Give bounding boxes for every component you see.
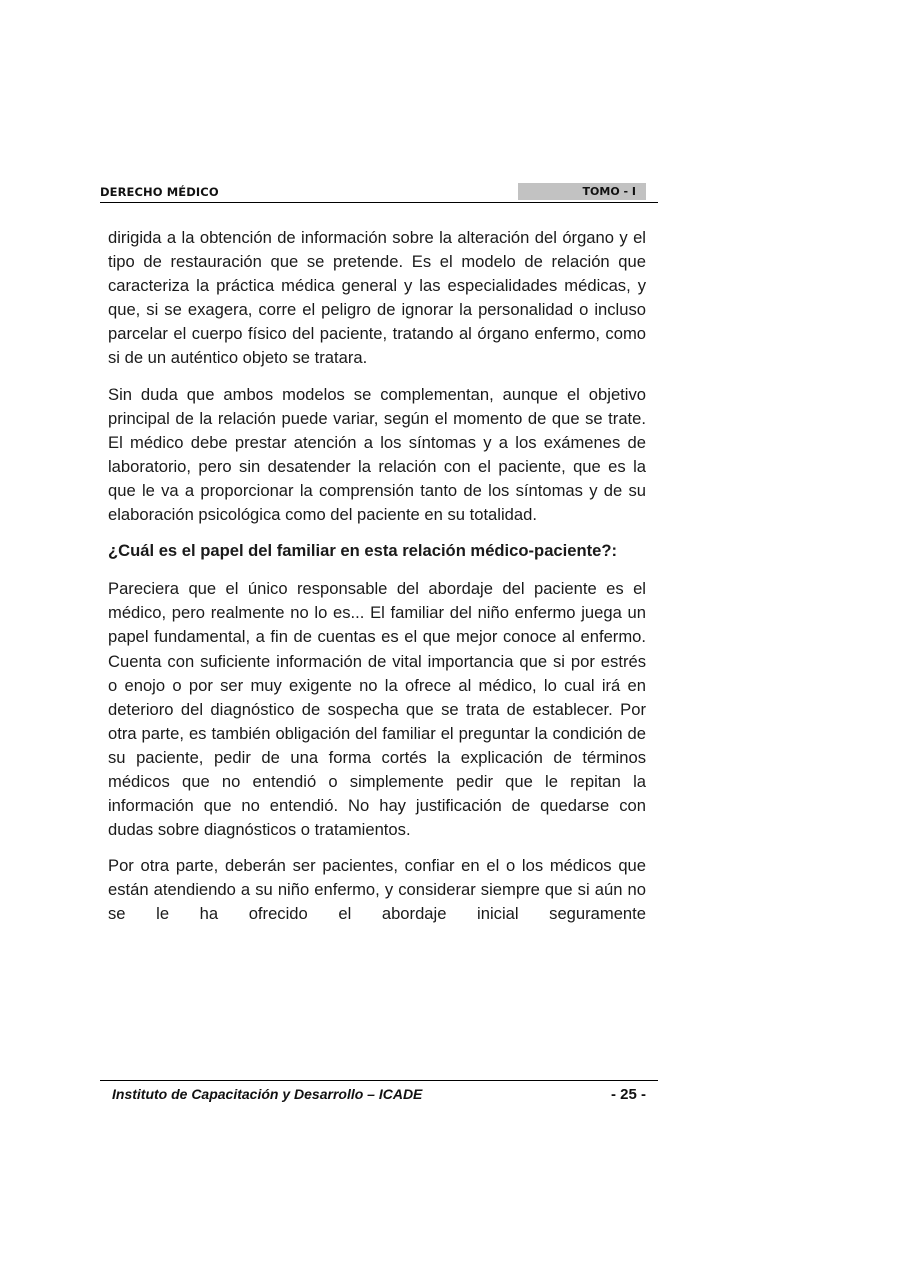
- institution-name: Instituto de Capacitación y Desarrollo – ICADE: [112, 1086, 423, 1102]
- volume-label-box: [518, 183, 646, 200]
- page-header: [100, 183, 658, 203]
- paragraph-1: dirigida a la obtención de información sobre la alteración del órgano y el tipo de restauración que se pretende. Es el modelo de relación que caracteriza la práctica médica general y las especialidades médicas, y que, si se exagera, corre el peligro de ignorar la personalidad o incluso parcelar el cuerpo físico del paciente, tratando al órgano enfermo, como si de un auténtico objeto se tratara.: [108, 228, 646, 368]
- paragraph-2: Sin duda que ambos modelos se complementan, aunque el objetivo principal de la relación puede variar, según el momento de que se trate. El médico debe prestar atención a los síntomas y a los exámenes de laboratorio, pero sin desatender la relación con el paciente, que es la que le va a proporcionar la comprensión tanto de los síntomas y de su elaboración psicológica como del paciente en su totalidad.: [108, 384, 646, 525]
- page-number: - 25 -: [610, 1086, 646, 1103]
- page-footer: [100, 1080, 658, 1103]
- page-body: [108, 226, 646, 939]
- book-title: DERECHO MÉDICO: [100, 185, 219, 199]
- paragraph-3: Pareciera que el único responsable del abordaje del paciente es el médico, pero realmente no lo es... El familiar del niño enfermo juega un papel fundamental, a fin de cuentas es el que mejor conoce al enfermo. Cuenta con suficiente información de vital importancia que si por estrés o enojo o por ser muy exigente no la ofrece al médico, lo cual irá en deterioro del diagnóstico de sospecha que se trata de establecer. Por otra parte, es también obligación del familiar el preguntar la condición de su paciente, pedir de una forma cortés la explicación de términos médicos que no entendió o simplemente pedir que le repitan la información que no entendió. No hay justificación de quedarse con dudas sobre diagnósticos o tratamientos.: [108, 579, 646, 840]
- paragraph-4: Por otra parte, deberán ser pacientes, confiar en el o los médicos que están atendiendo a su niño enfermo, y considerar siempre que si aún no se le ha ofrecido el abordaje inicial seguramente: [108, 856, 646, 924]
- volume-label: TOMO - I: [582, 185, 636, 198]
- section-heading: ¿Cuál es el papel del familiar en esta relación médico-paciente?:: [108, 541, 618, 561]
